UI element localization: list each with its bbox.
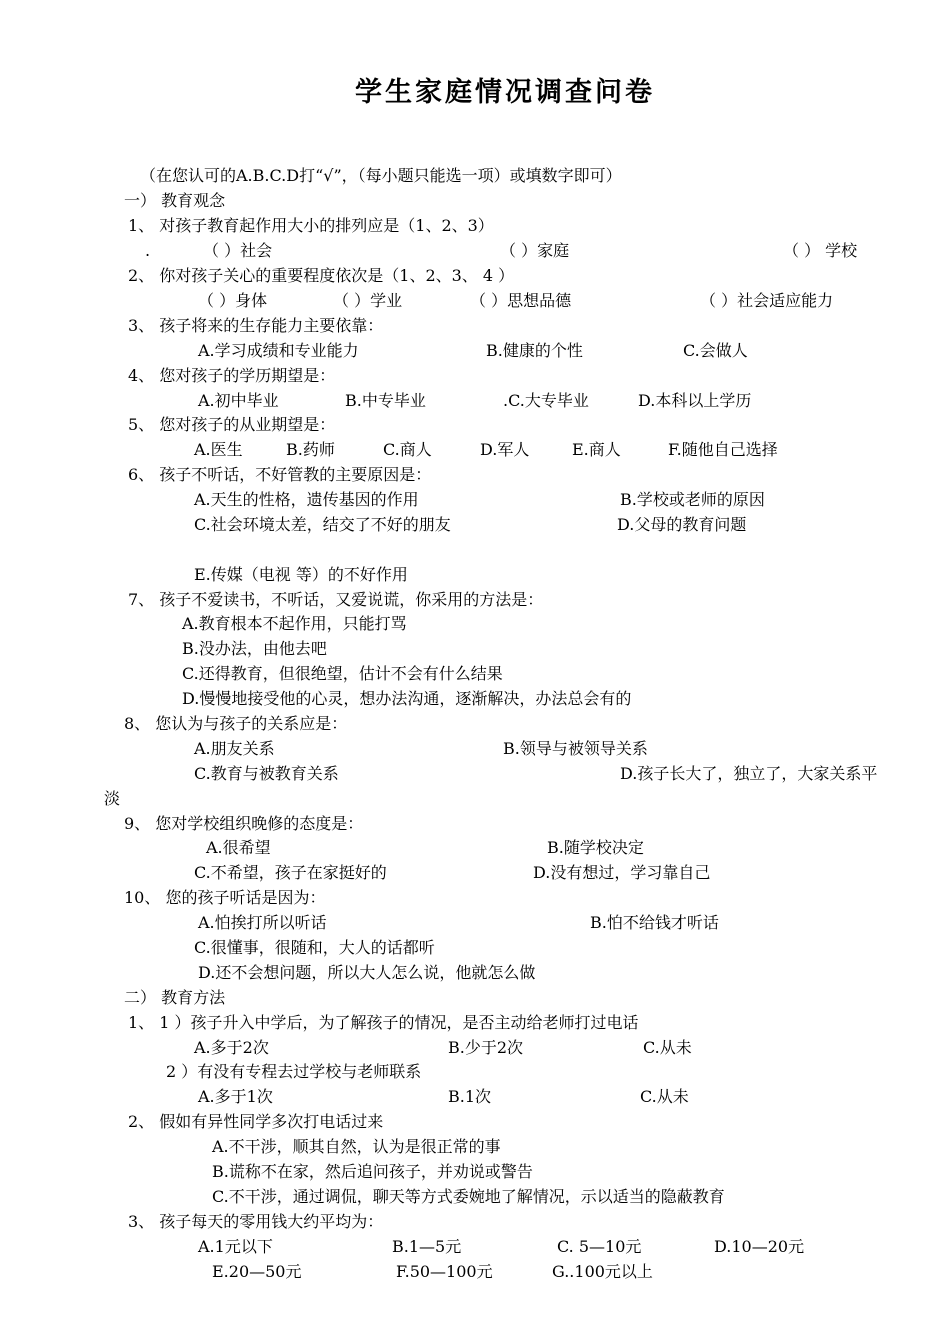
option-text: A.很希望 (206, 838, 271, 857)
option-text: C.不干涉，通过调侃，聊天等方式委婉地了解情况，示以适当的隐蔽教育 (212, 1187, 725, 1206)
option-text: B.领导与被领导关系 (503, 739, 648, 758)
question-text: 7、 孩子不爱读书，不听话，又爱说谎，你采用的方法是： (128, 590, 544, 609)
question-text: 2、 假如有异性同学多次打电话过来 (128, 1112, 384, 1131)
option-text: A.初中毕业 (198, 391, 279, 410)
option-text: B.健康的个性 (486, 341, 583, 360)
option-text: A.学习成绩和专业能力 (198, 341, 359, 360)
question-text: 9、 您对学校组织晚修的态度是： (124, 814, 364, 833)
option-text: B.中专毕业 (345, 391, 426, 410)
option-text: D.军人 (480, 440, 530, 459)
option-text: A.朋友关系 (194, 739, 275, 758)
question-text: 3、 孩子每天的零用钱大约平均为： (128, 1212, 384, 1231)
option-text: C.会做人 (683, 341, 748, 360)
option-text: A.多于1次 (198, 1087, 273, 1106)
option-text: C.很懂事，很随和，大人的话都听 (194, 938, 435, 957)
question-text: 6、 孩子不听话，不好管教的主要原因是： (128, 465, 432, 484)
option-text: （ ）身体 (198, 291, 268, 310)
option-text: A.天生的性格，遗传基因的作用 (194, 490, 419, 509)
option-text: .C.大专毕业 (503, 391, 589, 410)
option-text: D.没有想过，学习靠自己 (533, 863, 711, 882)
option-text: C.社会环境太差，结交了不好的朋友 (194, 515, 451, 534)
option-text: （ ） 学校 (783, 241, 858, 260)
option-text: B.1—5元 (392, 1237, 462, 1256)
option-text: （ ）社会 (203, 241, 273, 260)
option-text: D.慢慢地接受他的心灵，想办法沟通，逐渐解决，办法总会有的 (182, 689, 632, 708)
option-text: 淡 (104, 789, 121, 808)
page-title: 学生家庭情况调查问卷 (355, 77, 655, 108)
option-text: B.没办法，由他去吧 (182, 639, 327, 658)
option-text: B.少于2次 (448, 1038, 524, 1057)
option-text: E.商人 (572, 440, 621, 459)
question-text: 4、 您对孩子的学历期望是： (128, 366, 336, 385)
option-text: C.从未 (640, 1087, 689, 1106)
question-text: 8、 您认为与孩子的关系应是： (124, 714, 348, 733)
question-text: 5、 您对孩子的从业期望是： (128, 415, 336, 434)
option-text: D.父母的教育问题 (617, 515, 747, 534)
option-text: D.本科以上学历 (638, 391, 752, 410)
option-text: （ ）学业 (333, 291, 403, 310)
option-text: C. 5—10元 (557, 1237, 642, 1256)
section-heading: 一） 教育观念 (124, 191, 226, 210)
question-text: 2、 你对孩子关心的重要程度依次是（1、2、3、 4 ） (128, 266, 515, 285)
option-text: C.从未 (643, 1038, 692, 1057)
option-text: D.10—20元 (714, 1237, 805, 1256)
option-text: B.1次 (448, 1087, 492, 1106)
option-text: A.怕挨打所以听话 (198, 913, 327, 932)
question-text: 3、 孩子将来的生存能力主要依靠： (128, 316, 384, 335)
option-text: A.多于2次 (194, 1038, 269, 1057)
option-text: F.随他自己选择 (668, 440, 778, 459)
question-text: 10、 您的孩子听话是因为： (124, 888, 326, 907)
option-text: G..100元以上 (552, 1262, 653, 1281)
option-text: F.50—100元 (396, 1262, 493, 1281)
option-text: A.教育根本不起作用，只能打骂 (182, 614, 407, 633)
option-text: . (145, 241, 151, 260)
instruction-text: （在您认可的A.B.C.D打“√”，（每小题只能选一项）或填数字即可） (140, 166, 622, 185)
option-text: B.药师 (286, 440, 335, 459)
option-text: B.随学校决定 (547, 838, 644, 857)
question-text: 1、 对孩子教育起作用大小的排列应是（1、2、3） (128, 216, 494, 235)
option-text: （ ）社会适应能力 (700, 291, 834, 310)
option-text: B.谎称不在家，然后追问孩子，并劝说或警告 (212, 1162, 533, 1181)
option-text: C.不希望，孩子在家挺好的 (194, 863, 387, 882)
option-text: E.传媒（电视 等）的不好作用 (194, 565, 408, 584)
option-text: C.商人 (383, 440, 432, 459)
question-text: 1、 1 ）孩子升入中学后，为了解孩子的情况，是否主动给老师打过电话 (128, 1013, 639, 1032)
option-text: C.还得教育，但很绝望，估计不会有什么结果 (182, 664, 503, 683)
option-text: D.还不会想问题，所以大人怎么说，他就怎么做 (198, 963, 536, 982)
section-heading: 二） 教育方法 (124, 988, 226, 1007)
option-text: （ ）家庭 (500, 241, 570, 260)
option-text: A.不干涉，顺其自然，认为是很正常的事 (212, 1137, 501, 1156)
question-text: 2 ）有没有专程去过学校与老师联系 (166, 1062, 422, 1081)
option-text: D.孩子长大了，独立了，大家关系平 (620, 764, 878, 783)
option-text: E.20—50元 (212, 1262, 302, 1281)
option-text: B.怕不给钱才听话 (590, 913, 719, 932)
option-text: A.1元以下 (198, 1237, 273, 1256)
option-text: A.医生 (194, 440, 243, 459)
option-text: C.教育与被教育关系 (194, 764, 339, 783)
option-text: （ ）思想品德 (470, 291, 572, 310)
option-text: B.学校或老师的原因 (620, 490, 765, 509)
